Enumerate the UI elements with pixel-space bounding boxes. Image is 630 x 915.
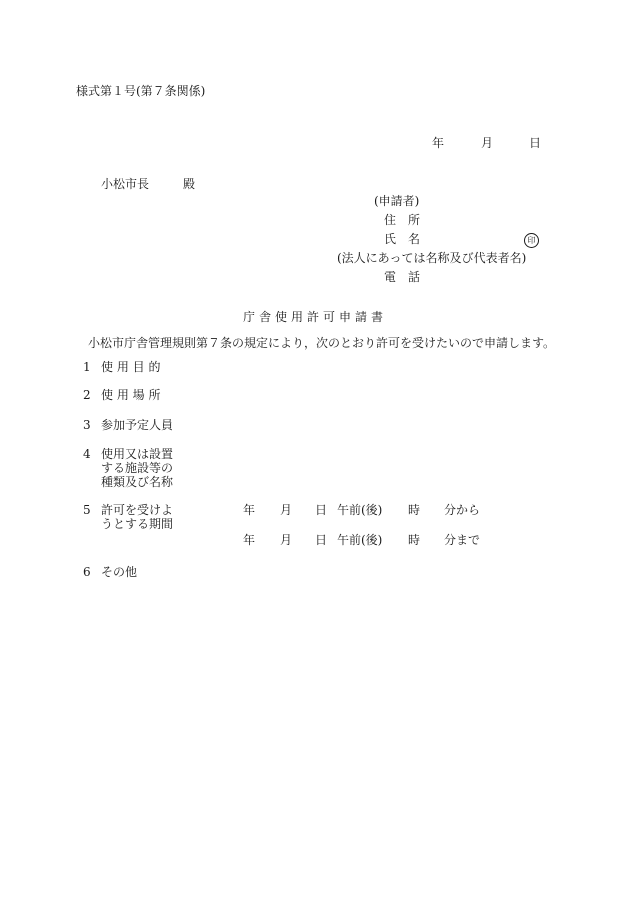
period-from-year: 年 — [243, 503, 256, 517]
item-5-label-line-2: うとする期間 — [101, 517, 174, 531]
period-to-year: 年 — [243, 533, 256, 547]
period-to-hour: 時 — [408, 533, 421, 547]
period-to-day: 日 — [315, 533, 328, 547]
form-number: 様式第１号(第７条関係) — [76, 84, 206, 98]
item-5-number: 5 — [83, 503, 91, 517]
seal-mark — [524, 232, 539, 248]
item-4-label-line-1: 使用又は設置 — [101, 447, 174, 461]
item-2-label: 使 用 場 所 — [101, 388, 161, 402]
item-3-number: 3 — [83, 418, 91, 432]
period-from-minute: 分から — [444, 503, 481, 517]
item-5-label-line-1: 許可を受けよ — [101, 503, 174, 517]
date-year-label: 年 — [432, 136, 445, 150]
item-4-label-line-3: 種類及び名称 — [101, 475, 174, 489]
item-6-label: その他 — [101, 565, 138, 579]
form-title: 庁舎使用許可申請書 — [243, 310, 388, 324]
date-month-label: 月 — [481, 136, 494, 150]
applicant-phone-label: 電 話 — [384, 270, 421, 284]
item-1-number: 1 — [83, 360, 91, 374]
applicant-heading: (申請者) — [374, 194, 420, 208]
period-from-hour: 時 — [408, 503, 421, 517]
item-1-label: 使 用 目 的 — [101, 360, 161, 374]
period-to-month: 月 — [280, 533, 293, 547]
period-to-minute: 分まで — [444, 533, 481, 547]
item-4-number: 4 — [83, 447, 91, 461]
item-4-label-line-2: する施設等の — [101, 461, 174, 475]
seal-icon: 印 — [524, 233, 539, 248]
period-to-ampm: 午前(後) — [337, 533, 383, 547]
applicant-name-label: 氏 名 — [384, 232, 421, 246]
period-from-day: 日 — [315, 503, 328, 517]
date-day-label: 日 — [529, 136, 542, 150]
period-from-month: 月 — [280, 503, 293, 517]
intro-text: 小松市庁舎管理規則第７条の規定により，次のとおり許可を受けたいので申請します。 — [88, 336, 556, 350]
item-6-number: 6 — [83, 565, 91, 579]
period-from-ampm: 午前(後) — [337, 503, 383, 517]
applicant-address-label: 住 所 — [384, 213, 421, 227]
item-3-label: 参加予定人員 — [101, 418, 174, 432]
corporate-note: (法人にあっては名称及び代表者名) — [337, 251, 527, 265]
item-2-number: 2 — [83, 388, 91, 402]
addressee-name: 小松市長 — [101, 177, 150, 191]
addressee-honorific: 殿 — [183, 177, 196, 191]
